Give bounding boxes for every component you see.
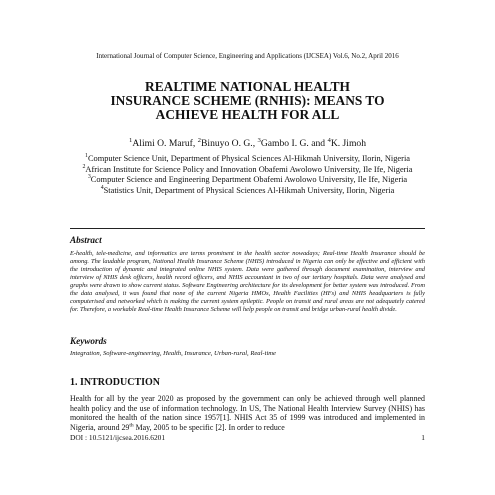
author-name: K. Jimoh (330, 138, 367, 149)
section-heading-introduction: 1. INTRODUCTION (70, 377, 161, 388)
introduction-text-part1: Health for all by the year 2020 as proposed by the government can only be achieved through well planned health policy and the use of information technology. In US, The National Health Interview Survey (NHIS) has monitored the health of the nation since 1957[1]. NHIS Act 35 of 1999 was introduced and implemented in Nigeria, around 29 (70, 394, 425, 432)
journal-header: International Journal of Computer Science, Engineering and Applications (IJCSEA) Vol.6, No.2, April 2016 (96, 52, 399, 60)
affiliation-sup: 2 (82, 163, 86, 170)
introduction-sup: th (129, 422, 134, 429)
affiliation-text: Computer Science Unit, Department of Physical Sciences Al-Hikmah University, Ilorin, Nigeria (87, 154, 410, 163)
affiliation-item (60, 175, 435, 186)
introduction-body (70, 394, 425, 432)
footer-doi: DOI : 10.5121/ijcsea.2016.6201 (70, 433, 166, 442)
author-sup: 2 (197, 136, 201, 144)
title-line-1: REALTIME NATIONAL HEALTH (145, 79, 350, 94)
abstract-divider (70, 228, 425, 229)
author-sup: 3 (257, 136, 261, 144)
author-list (40, 138, 455, 149)
affiliation-item (60, 154, 435, 165)
page-number: 1 (421, 433, 425, 442)
paper-title (40, 80, 455, 122)
keywords-body: Integration, Software-engineering, Health, Insurance, Urban-rural, Real-time (70, 350, 276, 357)
author-name: Binuyo O. G., (201, 138, 258, 149)
affiliation-sup: 1 (85, 153, 88, 160)
affiliation-text: African Institute for Science Policy and Innovation Obafemi Awolowo University, Ile Ife, Nigeria (85, 164, 413, 174)
author-sup: 4 (327, 136, 331, 144)
title-line-3: ACHIEVE HEALTH FOR ALL (155, 107, 340, 122)
author-name: Alimi O. Maruf, (132, 138, 198, 149)
affiliation-sup: 3 (87, 174, 91, 181)
introduction-text-part2: May, 2005 to be specific [2]. In order to reduce (133, 422, 285, 432)
keywords-heading: Keywords (70, 336, 107, 346)
abstract-heading: Abstract (70, 235, 102, 245)
author-name: Gambo I. G. and (260, 138, 328, 149)
author-sup: 1 (128, 136, 133, 144)
affiliation-item (60, 186, 435, 197)
affiliation-text: Computer Science and Engineering Department Obafemi Awolowo University, Ile Ife, Nigeria (90, 175, 408, 184)
affiliation-text: Statistics Unit, Department of Physical Sciences Al-Hikmah University, Ilorin, Nigeria (103, 185, 395, 195)
affiliation-list (60, 154, 435, 196)
affiliation-sup: 4 (100, 184, 104, 191)
abstract-body: E-health, tele-medicine, and informatics are terms prominent in the health sector nowadays; Real-time Health Insurance should be among. The laudable program, National Health Insurance Scheme (NHIS) introduced in Nigeria can only be effective and efficient with the introduction of dynamic and integrated online NHIS system. Data were gathered through document examination, interview and interview of NHIS desk officers, health record officers, and NHIS accountant in two of our tertiary hospitals. Data were analysed and graphs were drawn to show current status. Software Engineering architecture for its development for better system was introduced. From the data analysed, it was found that none of the current Nigeria HMOs, Health Facilities (HFs) and NHIS headquarters is fully computerised and networked which is making the current system epileptic. People on transit and rural areas are not adequately catered for. Therefore, a workable Real-time Health Insurance Scheme will help people on transit and bridge urban-rural health divide. (70, 250, 425, 313)
affiliation-item (60, 165, 435, 176)
title-line-2: INSURANCE SCHEME (RNHIS): MEANS TO (110, 93, 385, 108)
